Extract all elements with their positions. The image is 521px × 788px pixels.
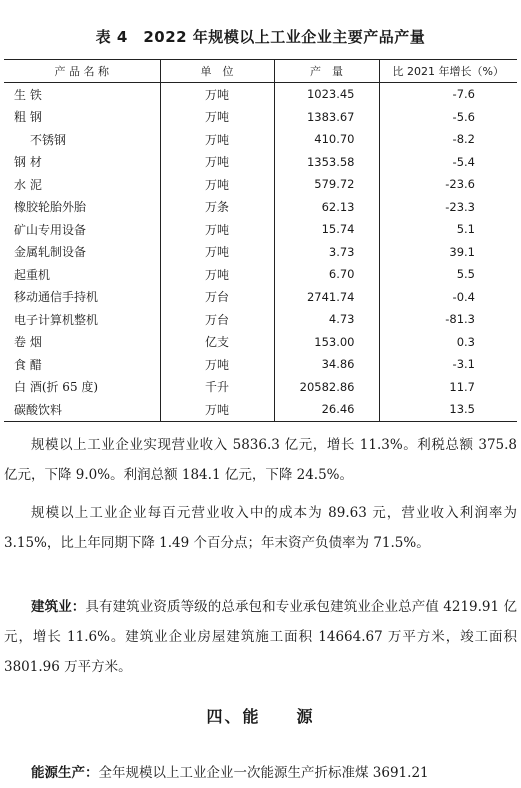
table-title: 表 4 2022 年规模以上工业企业主要产品产量 bbox=[95, 28, 426, 46]
change-cell: -0.4 bbox=[379, 286, 517, 309]
unit-cell: 万吨 bbox=[160, 151, 274, 174]
change-cell: 5.5 bbox=[379, 263, 517, 286]
header-output: 产 量 bbox=[274, 60, 379, 83]
construction-text: 具有建筑业资质等级的总承包和专业承包建筑业企业总产值 4219.91 亿元，增长 11.6%。建筑业企业房屋建筑施工面积 14664.67 万平方米，竣工面积 3801.96 万平方米。 bbox=[4, 599, 517, 675]
paragraph-energy-production bbox=[4, 758, 521, 788]
output-cell: 579.72 bbox=[274, 173, 379, 196]
unit-cell: 万吨 bbox=[160, 241, 274, 264]
table-row bbox=[4, 398, 517, 421]
unit-cell: 万台 bbox=[160, 286, 274, 309]
product-name: 矿山专用设备 bbox=[14, 222, 87, 237]
unit-cell: 万条 bbox=[160, 196, 274, 219]
unit-cell: 万台 bbox=[160, 308, 274, 331]
product-name: 卷 烟 bbox=[14, 335, 42, 350]
change-cell: 5.1 bbox=[379, 218, 517, 241]
table-row bbox=[4, 128, 517, 151]
change-cell: 13.5 bbox=[379, 398, 517, 421]
product-name: 食 醋 bbox=[14, 357, 42, 372]
unit-cell: 万吨 bbox=[160, 128, 274, 151]
table-row bbox=[4, 353, 517, 376]
unit-cell: 万吨 bbox=[160, 83, 274, 106]
unit-cell: 万吨 bbox=[160, 353, 274, 376]
output-cell: 62.13 bbox=[274, 196, 379, 219]
unit-cell: 千升 bbox=[160, 376, 274, 399]
product-output-table bbox=[4, 59, 517, 422]
table-row bbox=[4, 218, 517, 241]
table-row bbox=[4, 196, 517, 219]
product-name: 钢 材 bbox=[14, 155, 42, 170]
unit-cell: 万吨 bbox=[160, 106, 274, 129]
change-cell: 11.7 bbox=[379, 376, 517, 399]
product-name: 粗 钢 bbox=[14, 110, 42, 125]
change-cell: 0.3 bbox=[379, 331, 517, 354]
output-cell: 1023.45 bbox=[274, 83, 379, 106]
paragraph-construction bbox=[4, 592, 517, 682]
section-heading-energy: 四、能 源 bbox=[206, 707, 315, 726]
table-row bbox=[4, 376, 517, 399]
output-cell: 1353.58 bbox=[274, 151, 379, 174]
product-name: 生 铁 bbox=[14, 87, 42, 102]
table-row bbox=[4, 106, 517, 129]
output-cell: 15.74 bbox=[274, 218, 379, 241]
table-row bbox=[4, 83, 517, 106]
product-name: 白 酒(折 65 度) bbox=[14, 380, 99, 395]
output-cell: 410.70 bbox=[274, 128, 379, 151]
table-row bbox=[4, 286, 517, 309]
change-cell: -7.6 bbox=[379, 83, 517, 106]
change-cell: 39.1 bbox=[379, 241, 517, 264]
unit-cell: 万吨 bbox=[160, 398, 274, 421]
output-cell: 153.00 bbox=[274, 331, 379, 354]
energy-production-text: 全年规模以上工业企业一次能源生产折标准煤 3691.21 bbox=[98, 765, 429, 781]
table-row bbox=[4, 263, 517, 286]
unit-cell: 万吨 bbox=[160, 263, 274, 286]
output-cell: 1383.67 bbox=[274, 106, 379, 129]
product-name: 电子计算机整机 bbox=[14, 312, 99, 327]
table-row bbox=[4, 241, 517, 264]
change-cell: -5.4 bbox=[379, 151, 517, 174]
table-row bbox=[4, 331, 517, 354]
product-name: 不锈钢 bbox=[30, 132, 67, 147]
output-cell: 6.70 bbox=[274, 263, 379, 286]
output-cell: 20582.86 bbox=[274, 376, 379, 399]
change-cell: -3.1 bbox=[379, 353, 517, 376]
header-unit: 单 位 bbox=[160, 60, 274, 83]
product-name: 起重机 bbox=[14, 267, 51, 282]
table-row bbox=[4, 308, 517, 331]
change-cell: -23.3 bbox=[379, 196, 517, 219]
paragraph-revenue: 规模以上工业企业实现营业收入 5836.3 亿元，增长 11.3%。利税总额 375.8 亿元，下降 9.0%。利润总额 184.1 亿元，下降 24.5%。 bbox=[4, 437, 517, 483]
change-cell: -23.6 bbox=[379, 173, 517, 196]
construction-label: 建筑业： bbox=[31, 599, 86, 615]
output-cell: 3.73 bbox=[274, 241, 379, 264]
table-row bbox=[4, 151, 517, 174]
table-row bbox=[4, 173, 517, 196]
change-cell: -81.3 bbox=[379, 308, 517, 331]
product-name: 水 泥 bbox=[14, 177, 42, 192]
output-cell: 26.46 bbox=[274, 398, 379, 421]
energy-production-label: 能源生产： bbox=[31, 765, 99, 781]
product-name: 金属轧制设备 bbox=[14, 245, 87, 260]
product-name: 橡胶轮胎外胎 bbox=[14, 200, 87, 215]
unit-cell: 万吨 bbox=[160, 173, 274, 196]
product-name: 碳酸饮料 bbox=[4, 398, 160, 421]
table-header-row bbox=[4, 60, 517, 83]
output-cell: 2741.74 bbox=[274, 286, 379, 309]
unit-cell: 亿支 bbox=[160, 331, 274, 354]
output-cell: 4.73 bbox=[274, 308, 379, 331]
output-cell: 34.86 bbox=[274, 353, 379, 376]
paragraph-cost-ratio: 规模以上工业企业每百元营业收入中的成本为 89.63 元，营业收入利润率为 3.15%，比上年同期下降 1.49 个百分点；年末资产负债率为 71.5%。 bbox=[4, 505, 517, 551]
header-product-name: 产 品 名 称 bbox=[4, 60, 160, 83]
header-change: 比 2021 年增长（%） bbox=[379, 60, 517, 83]
change-cell: -5.6 bbox=[379, 106, 517, 129]
unit-cell: 万吨 bbox=[160, 218, 274, 241]
change-cell: -8.2 bbox=[379, 128, 517, 151]
product-name: 移动通信手持机 bbox=[14, 290, 99, 305]
